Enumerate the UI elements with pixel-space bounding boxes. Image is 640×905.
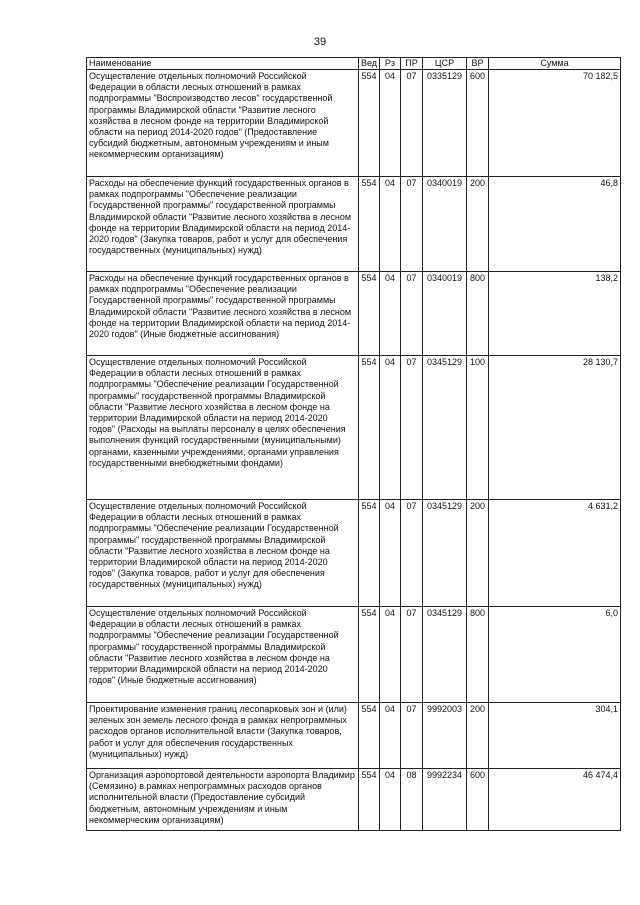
row-rz: 04 bbox=[380, 70, 401, 177]
table-header-row bbox=[87, 58, 621, 70]
row-vr: 200 bbox=[467, 500, 489, 607]
row-sum: 46,8 bbox=[489, 177, 621, 272]
row-name: Расходы на обеспечение функций государственных органов в рамках подпрограммы "Обеспечение реализации Государственной программы" государственной программы Владимирской области "Развитие лесного хозяйства в лесном фонде на территории Владимирской области на период 2014-2020 годов" (Закупка товаров, работ и услуг для обеспечения государственных (муниципальных) нужд) bbox=[87, 177, 359, 272]
row-sum: 138,2 bbox=[489, 272, 621, 356]
row-rz: 04 bbox=[380, 769, 401, 831]
row-pr: 07 bbox=[401, 272, 423, 356]
row-name: Осуществление отдельных полномочий Российской Федерации в области лесных отношений в рамках подпрограммы "Обеспечение реализации Государственной программы" государственной программы Владимирской области "Развитие лесного хозяйства в лесном фонде на территории Владимирской области на период 2014-2020 годов" (Расходы на выплаты персоналу в целях обеспечения выполнения функций государственными (муниципальными) органами, казенными учреждениями, органами управления государственными внебюджетными фондами) bbox=[87, 356, 359, 500]
row-vr: 200 bbox=[467, 177, 489, 272]
row-rz: 04 bbox=[380, 177, 401, 272]
row-rz: 04 bbox=[380, 607, 401, 703]
row-vr: 600 bbox=[467, 769, 489, 831]
row-sum: 6,0 bbox=[489, 607, 621, 703]
row-csr: 9992234 bbox=[423, 769, 467, 831]
row-vr: 200 bbox=[467, 703, 489, 769]
row-ved: 554 bbox=[359, 500, 380, 607]
row-pr: 07 bbox=[401, 177, 423, 272]
row-ved: 554 bbox=[359, 356, 380, 500]
table-row bbox=[87, 177, 621, 272]
row-vr: 800 bbox=[467, 272, 489, 356]
row-pr: 08 bbox=[401, 769, 423, 831]
row-csr: 0340019 bbox=[423, 272, 467, 356]
header-pr: ПР bbox=[401, 58, 423, 70]
row-vr: 100 bbox=[467, 356, 489, 500]
table-row bbox=[87, 769, 621, 831]
row-csr: 0345129 bbox=[423, 500, 467, 607]
row-ved: 554 bbox=[359, 177, 380, 272]
row-vr: 600 bbox=[467, 70, 489, 177]
row-name: Осуществление отдельных полномочий Российской Федерации в области лесных отношений в рамках подпрограммы "Обеспечение реализации Государственной программы" государственной программы Владимирской области "Развитие лесного хозяйства в лесном фонде на территории Владимирской области на период 2014-2020 годов" (Иные бюджетные ассигнования) bbox=[87, 607, 359, 703]
row-name: Осуществление отдельных полномочий Российской Федерации в области лесных отношений в рамках подпрограммы "Воспроизводство лесов" государственной программы Владимирской области "Развитие лесного хозяйства в лесном фонде на территории Владимирской области на период 2014-2020 годов" (Предоставление субсидий бюджетным, автономным учреждениям и иным некоммерческим организациям) bbox=[87, 70, 359, 177]
header-name: Наименование bbox=[87, 58, 359, 70]
row-ved: 554 bbox=[359, 703, 380, 769]
row-pr: 07 bbox=[401, 703, 423, 769]
row-csr: 9992003 bbox=[423, 703, 467, 769]
row-rz: 04 bbox=[380, 272, 401, 356]
table-row bbox=[87, 356, 621, 500]
table-row bbox=[87, 70, 621, 177]
row-sum: 4 631,2 bbox=[489, 500, 621, 607]
row-pr: 07 bbox=[401, 70, 423, 177]
row-ved: 554 bbox=[359, 272, 380, 356]
row-rz: 04 bbox=[380, 356, 401, 500]
header-ved: Вед bbox=[359, 58, 380, 70]
budget-table bbox=[86, 57, 621, 831]
row-rz: 04 bbox=[380, 703, 401, 769]
table-row bbox=[87, 607, 621, 703]
header-vr: ВР bbox=[467, 58, 489, 70]
row-rz: 04 bbox=[380, 500, 401, 607]
row-ved: 554 bbox=[359, 607, 380, 703]
row-name: Проектирование изменения границ лесопарковых зон и (или) зеленых зон земель лесного фонда в рамках непрограммных расходов органов исполнительной власти (Закупка товаров, работ и услуг для обеспечения государственных (муниципальных) нужд) bbox=[87, 703, 359, 769]
row-pr: 07 bbox=[401, 500, 423, 607]
header-rz: Рз bbox=[380, 58, 401, 70]
row-csr: 0345129 bbox=[423, 607, 467, 703]
row-name: Осуществление отдельных полномочий Российской Федерации в области лесных отношений в рамках подпрограммы "Обеспечение реализации Государственной программы" государственной программы Владимирской области "Развитие лесного хозяйства в лесном фонде на территории Владимирской области на период 2014-2020 годов" (Закупка товаров, работ и услуг для обеспечения государственных (муниципальных) нужд) bbox=[87, 500, 359, 607]
row-name: Организация аэропортовой деятельности аэропорта Владимир (Семязино) в рамках непрограммных расходов органов исполнительной власти (Предоставление субсидий бюджетным, автономным учреждениям и иным некоммерческим организациям) bbox=[87, 769, 359, 831]
row-name: Расходы на обеспечение функций государственных органов в рамках подпрограммы "Обеспечение реализации Государственной программы" государственной программы Владимирской области "Развитие лесного хозяйства в лесном фонде на территории Владимирской области на период 2014-2020 годов" (Иные бюджетные ассигнования) bbox=[87, 272, 359, 356]
table-row bbox=[87, 272, 621, 356]
page-number: 39 bbox=[313, 36, 327, 48]
row-ved: 554 bbox=[359, 769, 380, 831]
row-sum: 28 130,7 bbox=[489, 356, 621, 500]
row-csr: 0335129 bbox=[423, 70, 467, 177]
row-ved: 554 bbox=[359, 70, 380, 177]
header-sum: Сумма bbox=[489, 58, 621, 70]
row-pr: 07 bbox=[401, 356, 423, 500]
row-csr: 0345129 bbox=[423, 356, 467, 500]
header-csr: ЦСР bbox=[423, 58, 467, 70]
row-sum: 304,1 bbox=[489, 703, 621, 769]
row-csr: 0340019 bbox=[423, 177, 467, 272]
row-sum: 46 474,4 bbox=[489, 769, 621, 831]
table-row bbox=[87, 500, 621, 607]
table-row bbox=[87, 703, 621, 769]
row-pr: 07 bbox=[401, 607, 423, 703]
row-sum: 70 182,5 bbox=[489, 70, 621, 177]
row-vr: 800 bbox=[467, 607, 489, 703]
